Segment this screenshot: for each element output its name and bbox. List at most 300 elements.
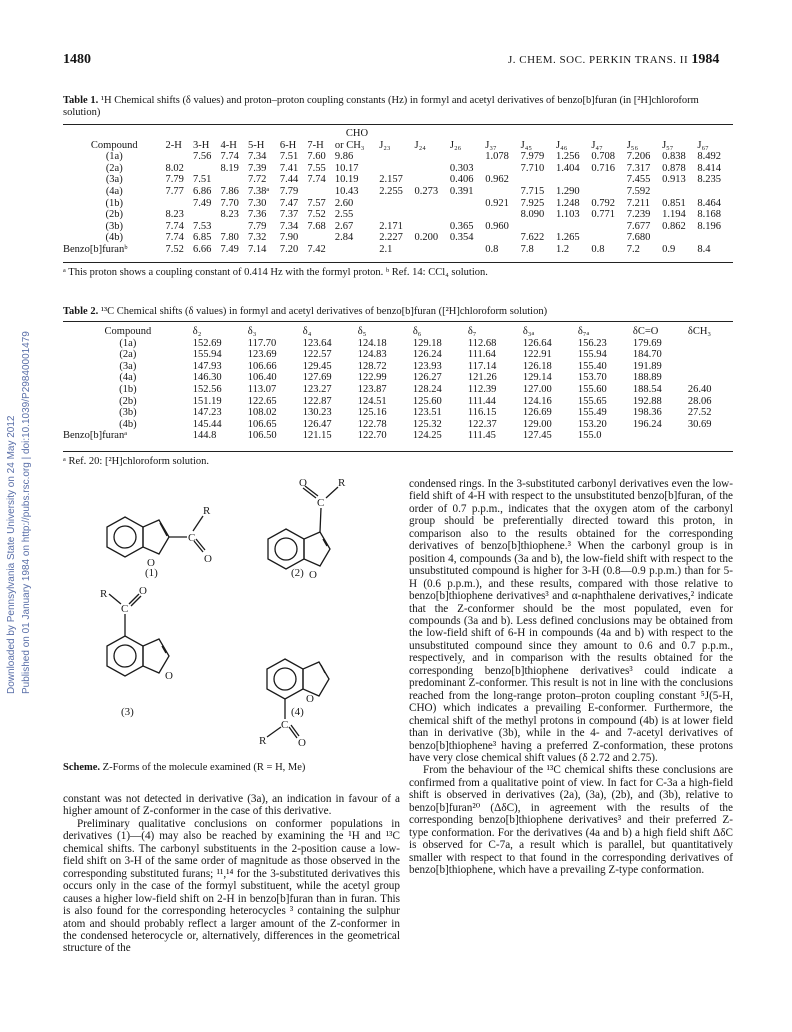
table-cell: 121.15 [302, 430, 332, 442]
table-cell: 8.19 [220, 162, 239, 174]
table-cell: 123.51 [412, 407, 442, 419]
table-cell: 7.90 [279, 232, 299, 244]
table-cell: 124.16 [522, 395, 552, 407]
structure-2-o: O [299, 477, 307, 489]
compound-cell: (1a) [105, 151, 123, 163]
table-cell: 7.49 [220, 243, 239, 255]
table-cell: 1.194 [662, 209, 686, 221]
table-cell: 129.14 [522, 372, 552, 384]
table-cell [556, 174, 591, 186]
table-cell: 0.273 [414, 185, 439, 197]
table-cell: 2.55 [334, 209, 354, 221]
table1-col-header: J₆₇ [697, 139, 709, 151]
table1-label: Table 1. [63, 95, 99, 106]
table-cell [556, 221, 591, 233]
table-cell: 27.52 [687, 407, 712, 419]
table-cell: 28.06 [687, 395, 712, 407]
table-cell: 7.38ᵃ [248, 185, 270, 197]
table-cell: 7.57 [307, 197, 326, 209]
table-cell: 122.78 [357, 418, 387, 430]
table-cell: 7.68 [307, 220, 326, 232]
compound-cell: (3a) [105, 174, 123, 186]
table2 [63, 326, 733, 442]
table2-footnote: ᵃ Ref. 20: [²H]chloroform solution. [63, 456, 209, 467]
structure-2-c: C [317, 497, 325, 509]
table-cell: 7.680 [626, 232, 651, 244]
table-cell: 7.677 [626, 220, 651, 232]
compound-cell: (2b) [105, 209, 124, 221]
table-cell: 7.34 [248, 151, 267, 163]
table-cell: 106.50 [247, 430, 277, 442]
table2-col-header: δC=O [632, 326, 659, 337]
table-cell [450, 151, 485, 163]
table-cell: 7.74 [165, 232, 184, 244]
table-cell: 155.94 [577, 349, 607, 361]
table-cell [415, 163, 450, 175]
table-row [63, 396, 733, 408]
table-cell: 111.45 [467, 430, 496, 442]
table-row [63, 209, 733, 221]
table-cell: 126.18 [522, 360, 552, 372]
scheme-caption-text: Z-Forms of the molecule examined (R = H, Me) [102, 762, 306, 773]
table-cell [193, 209, 221, 221]
structure-3-o: O [139, 585, 147, 597]
table-cell: 124.51 [357, 395, 387, 407]
table-cell: 123.64 [302, 337, 332, 349]
table-cell: 7.52 [165, 243, 184, 255]
table-cell: 0.365 [449, 220, 474, 232]
table-cell [450, 244, 485, 256]
table-cell: 0.851 [662, 197, 686, 209]
structure-3-label: (3) [121, 706, 134, 718]
table-cell [193, 163, 221, 175]
table-cell: 7.14 [248, 243, 267, 255]
structure-4 [259, 659, 329, 749]
structure-3-ring-o: O [165, 670, 173, 682]
table-cell: 8.492 [697, 151, 722, 163]
table-cell: 7.74 [307, 174, 326, 186]
table-cell: 7.41 [279, 162, 299, 174]
table-cell: 112.39 [467, 383, 497, 395]
table-cell [307, 186, 335, 198]
compound-cell: (4a) [119, 372, 137, 384]
table-cell [379, 209, 414, 221]
table-cell: 7.44 [279, 174, 299, 186]
table-cell: 10.43 [334, 185, 359, 197]
table-cell: 0.391 [449, 185, 474, 197]
table1-footnote: ᵃ This proton shows a coupling constant of 0.414 Hz with the formyl proton. ᵇ Ref. 14: CCl₄ solution. [63, 267, 488, 278]
table-cell: 122.91 [522, 349, 552, 361]
table-row [63, 338, 733, 350]
table-cell: 7.34 [279, 220, 299, 232]
table-cell: 6.66 [193, 243, 212, 255]
table2-col-header: δ₅ [357, 326, 367, 337]
page-number: 1480 [63, 52, 91, 67]
structure-4-c: C [281, 719, 289, 731]
table-cell [697, 186, 733, 198]
table-cell [415, 244, 450, 256]
table-cell: 188.54 [632, 383, 662, 395]
table-cell: 7.70 [220, 197, 239, 209]
table2-col-header: δ₃ [247, 326, 257, 337]
left-column-text [63, 793, 400, 955]
table2-top-rule [63, 321, 733, 322]
table2-caption-text: ¹³C Chemical shifts (δ values) in formyl and acetyl derivatives of benzo[b]furan ([²H]chloroform solution) [100, 306, 548, 317]
table-cell: 1.248 [555, 197, 580, 209]
table-cell: 117.14 [467, 360, 497, 372]
structure-3-r: R [100, 588, 108, 600]
table-cell: 0.913 [662, 174, 686, 186]
table-cell: 8.02 [165, 162, 184, 174]
table-cell: 124.18 [357, 337, 387, 349]
table-cell: 7.52 [307, 209, 326, 221]
table-cell: 192.88 [632, 395, 662, 407]
table-cell: 122.99 [357, 372, 387, 384]
table-cell: 7.715 [520, 185, 545, 197]
table1-top-rule [63, 124, 733, 125]
compound-cell: (2a) [119, 349, 137, 361]
table-cell: 122.57 [302, 349, 332, 361]
table-cell: 1.2 [555, 243, 570, 255]
table-cell [450, 209, 485, 221]
table-cell: 7.8 [520, 243, 534, 255]
table-cell: 146.30 [192, 372, 222, 384]
table-cell: 128.72 [357, 360, 387, 372]
table-cell: 122.65 [247, 395, 277, 407]
table-cell: 124.25 [412, 430, 442, 442]
structure-3 [100, 585, 173, 718]
table-cell: 7.79 [165, 174, 184, 186]
table-cell: 7.32 [248, 232, 267, 244]
table-cell: 7.455 [626, 174, 651, 186]
table-cell: 2.157 [379, 174, 403, 186]
journal-year: 1984 [691, 52, 720, 67]
table-cell: 7.710 [520, 162, 545, 174]
table-cell: 10.19 [334, 174, 359, 186]
table-cell: 0.354 [449, 232, 474, 244]
left-paragraph-1: constant was not detected in derivative (3a), an indication in favour of a higher amount of Z-conformer in the case of this derivative. [63, 793, 400, 818]
table-cell: 0.708 [591, 151, 615, 163]
structure-1-o: O [204, 553, 212, 565]
table1-caption [63, 95, 733, 119]
table-cell: 191.89 [632, 360, 662, 372]
table-cell: 127.00 [522, 383, 552, 395]
table-cell: 153.70 [577, 372, 607, 384]
table-cell [221, 174, 249, 186]
table-cell: 0.200 [414, 232, 439, 244]
table-cell [688, 361, 733, 373]
table-cell: 126.24 [412, 349, 442, 361]
table-cell: 155.40 [577, 360, 607, 372]
compound-cell: (3b) [119, 407, 137, 419]
structure-2 [268, 477, 346, 581]
structure-1 [107, 505, 212, 579]
table-cell: 7.925 [520, 197, 545, 209]
table-cell: 7.39 [248, 162, 267, 174]
table1-col-header: 6-H [279, 139, 297, 151]
table-cell: 1.078 [485, 151, 509, 163]
table-cell: 7.56 [193, 151, 212, 163]
table-cell: 129.00 [522, 418, 552, 430]
table-row [63, 384, 733, 396]
table-row [63, 419, 733, 431]
table-row [63, 174, 733, 186]
table-cell: 147.93 [192, 360, 222, 372]
table1-col-header: 2-H [165, 139, 182, 151]
table-cell [591, 174, 626, 186]
table-cell: 155.65 [577, 395, 607, 407]
table1-col-header: J₄₅ [520, 139, 533, 151]
table-cell [415, 221, 450, 233]
table-cell: 7.86 [220, 185, 239, 197]
table-cell [221, 221, 249, 233]
table-cell: 7.30 [248, 197, 267, 209]
table-cell: 123.69 [247, 349, 277, 361]
table-cell: 196.24 [632, 418, 662, 430]
table-cell: 6.86 [193, 185, 212, 197]
table-cell: 7.79 [279, 185, 299, 197]
table-cell: 155.94 [192, 349, 222, 361]
table-cell [688, 430, 733, 442]
table-cell: 2.171 [379, 220, 403, 232]
compound-cell: (3b) [105, 220, 124, 232]
table-cell: 7.592 [626, 185, 651, 197]
table-cell: 152.56 [192, 383, 222, 395]
table-cell: 7.74 [220, 151, 239, 163]
table-row [63, 407, 733, 419]
table-cell: 8.235 [697, 174, 722, 186]
table1-col-header: 4-H [220, 139, 237, 151]
table-cell: 106.40 [247, 372, 277, 384]
table-row [63, 151, 733, 163]
table1-col-header: 5-H [248, 139, 265, 151]
table-cell: 151.19 [192, 395, 222, 407]
table-cell: 129.45 [302, 360, 332, 372]
table-cell: 2.60 [334, 197, 354, 209]
structure-1-r: R [203, 505, 211, 517]
table2-bottom-rule [63, 451, 733, 452]
table-cell: 7.80 [220, 232, 239, 244]
table-cell: 147.23 [192, 407, 222, 419]
structure-1-ring-o: O [147, 557, 155, 569]
table-cell: 0.716 [591, 162, 615, 174]
table-cell: 0.8 [591, 243, 605, 255]
table2-caption [63, 306, 733, 318]
table-row [63, 372, 733, 384]
table-row [63, 430, 733, 442]
table-cell: 1.265 [555, 232, 580, 244]
table-cell [521, 221, 556, 233]
journal-name: J. CHEM. SOC. PERKIN TRANS. II [508, 54, 689, 66]
table-row [63, 361, 733, 373]
table-cell: 8.196 [697, 220, 722, 232]
table-cell: 7.53 [193, 220, 212, 232]
structure-1-label: (1) [145, 567, 158, 579]
table1-col-header: J₃₇ [485, 139, 497, 151]
table-cell: 122.37 [467, 418, 497, 430]
download-notice-line1[interactable]: Downloaded by Pennsylvania State University on 24 May 2012 [6, 415, 17, 694]
table1-col-header: J₂₃ [379, 139, 391, 151]
table-cell [688, 349, 733, 361]
table-cell [166, 198, 194, 210]
table-cell [485, 163, 520, 175]
table1-caption-text: ¹H Chemical shifts (δ values) and proton–proton coupling constants (Hz) in formyl and acetyl derivatives of benzo[b]furan (in [²H]chloroform solution) [63, 95, 699, 118]
table-cell: 155.60 [577, 383, 607, 395]
table-cell: 123.93 [412, 360, 442, 372]
table-cell: 127.69 [302, 372, 332, 384]
table-cell: 7.36 [248, 209, 267, 221]
table-cell [633, 430, 688, 442]
table-cell: 2.1 [379, 243, 393, 255]
table-cell [415, 174, 450, 186]
structure-4-r: R [259, 735, 267, 747]
table-cell: 6.85 [193, 232, 212, 244]
table-cell: 106.65 [247, 418, 277, 430]
structure-2-label: (2) [291, 567, 304, 579]
table-cell [521, 174, 556, 186]
table-cell: 2.255 [379, 185, 403, 197]
table-cell: 111.44 [467, 395, 496, 407]
compound-cell: (4a) [105, 185, 123, 197]
structure-1-c: C [188, 532, 196, 544]
table-cell [415, 209, 450, 221]
table-cell: 8.168 [697, 209, 722, 221]
table-cell: 0.8 [485, 243, 499, 255]
table-cell: 0.838 [662, 151, 686, 163]
table-cell: 116.15 [467, 407, 497, 419]
table-cell: 108.02 [247, 407, 277, 419]
table-cell: 179.69 [632, 337, 662, 349]
compound-cell: (1a) [119, 337, 137, 349]
table-cell: 10.17 [334, 162, 359, 174]
table-cell: 8.23 [165, 209, 184, 221]
table-cell [166, 151, 194, 163]
table-cell: 198.36 [632, 407, 662, 419]
table-cell: 7.979 [520, 151, 545, 163]
table1-header-row [63, 140, 733, 152]
table-cell: 117.70 [247, 337, 277, 349]
table-row [63, 221, 733, 233]
table-cell: 113.07 [247, 383, 277, 395]
table-cell: 7.60 [307, 151, 326, 163]
table-cell: 0.921 [485, 197, 509, 209]
table2-col-header: δ₃ₐ [522, 326, 535, 337]
compound-cell: (2a) [105, 162, 123, 174]
table-cell: 184.70 [632, 349, 662, 361]
table-cell: 152.69 [192, 337, 222, 349]
structure-4-ring-o: O [306, 693, 314, 705]
table-cell: 7.622 [520, 232, 545, 244]
table-cell: 8.4 [697, 243, 711, 255]
compound-cell: Benzo[b]furanᵃ [63, 430, 128, 442]
table-cell: 126.69 [522, 407, 552, 419]
table-cell: 153.20 [577, 418, 607, 430]
table-cell [591, 221, 626, 233]
table-cell [415, 151, 450, 163]
right-column-text [409, 478, 733, 877]
table-cell: 0.771 [591, 209, 615, 221]
table1-col-header: or CH₃ [334, 139, 365, 151]
table-cell: 26.40 [687, 383, 712, 395]
table-cell: 0.962 [485, 174, 509, 186]
table-cell [307, 232, 335, 244]
table1-header-top [63, 128, 733, 140]
table-row [63, 198, 733, 210]
left-paragraph-2: Preliminary qualitative conclusions on conformer populations in derivatives (1)—(4) may also be reached by examining the ¹H and ¹³C chemical shifts. The carbonyl substituents in the 2-position cause a low-field shift on 3-H of the same order of magnitude as those observed in the corresponding substituted furans; ¹¹,¹⁴ for the 3-substituted derivatives this occurs only in the case of the formyl substituent, while the acetyl group causes a higher low-field shift on 2-H in benzo[b]furan than in furan. This is also found for the corresponding heterocycles ³ containing the sulphur atom and should probably reflect a larger amount of the Z-conformer in the condensed heterocycle or, alternatively, differences in the geometrical structure of the [63, 817, 400, 955]
table-cell: 7.47 [279, 197, 299, 209]
table-cell: 124.83 [357, 349, 387, 361]
scheme-caption [63, 762, 305, 774]
table-cell: 2.227 [379, 232, 403, 244]
table-cell: 9.86 [334, 151, 354, 163]
table-cell: 7.74 [165, 220, 184, 232]
table-cell [485, 232, 520, 244]
table-cell: 7.79 [248, 220, 267, 232]
table1-col-header: J₂₄ [414, 139, 426, 151]
right-paragraph-2: From the behaviour of the ¹³C chemical shifts these conclusions are confirmed from a qualitative point of view. In fact for C-3a a high-field shift is observed in derivatives (2a), (3a), (2b), and (3b), relative to benzo[b]furan²⁰ (ΔδC), in agreement with the results of the corresponding benzo[b]thiophene derivatives³ and their preferred Z-type conformation. For the derivatives (4a and b) a high field shift ΔδC is observed for C-7a, a result which is parallel, but quantitatively smaller with respect to that found in the corresponding derivatives of benzo[b]thiophene, which have a prevailing Z-type conformation. [409, 764, 733, 877]
table-cell: 122.87 [302, 395, 332, 407]
table-cell: 122.70 [357, 430, 387, 442]
table-cell: 123.87 [357, 383, 387, 395]
scheme-caption-label: Scheme. [63, 762, 101, 773]
table-cell [379, 163, 414, 175]
table2-col-header: δ₆ [412, 326, 422, 337]
table-cell: 0.878 [662, 162, 686, 174]
table-cell: 7.2 [626, 243, 640, 255]
table-row [63, 163, 733, 175]
table-cell: 1.256 [555, 151, 580, 163]
table1-col-header: 7-H [307, 139, 324, 151]
table-cell: 0.862 [662, 220, 686, 232]
table-cell: 155.0 [577, 430, 602, 442]
table-cell: 130.23 [302, 407, 332, 419]
table-cell: 125.16 [357, 407, 387, 419]
table-cell: 7.20 [279, 243, 299, 255]
table-cell: 2.84 [334, 232, 354, 244]
table-cell [485, 186, 520, 198]
table-row [63, 244, 733, 256]
table1-col-header: J₄₆ [555, 139, 568, 151]
table-cell: 1.290 [555, 185, 580, 197]
download-notice-line2[interactable]: Published on 01 January 1984 on http://pubs.rsc.org | doi:10.1039/P29840001479 [21, 331, 32, 694]
structure-2-ring-o: O [309, 569, 317, 581]
table-cell: 0.960 [485, 220, 509, 232]
compound-cell: (1b) [105, 197, 124, 209]
compound-cell: (4b) [119, 418, 137, 430]
compound-cell: (1b) [119, 383, 137, 395]
table-cell [591, 186, 626, 198]
structure-3-c: C [121, 603, 129, 615]
table-cell: 7.77 [165, 185, 184, 197]
table-cell: 0.406 [449, 174, 474, 186]
table-cell: 1.404 [555, 162, 580, 174]
table1-col-header: J₅₆ [626, 139, 639, 151]
table-cell: 7.51 [193, 174, 212, 186]
table-cell [688, 338, 733, 350]
table-cell: 0.9 [662, 243, 676, 255]
table-cell [591, 232, 626, 244]
table2-col-header: δCH₃ [687, 326, 712, 337]
right-paragraph-1: condensed rings. In the 3-substituted carbonyl derivatives even the low-field shift of 4-H with respect to the unsubstituted benzo[b]furan, of the order of 0.7 p.p.m., indicates that the oxygen atom of the carbonyl group should be preferentially directed toward this proton, in comparison also to the results obtained for the corresponding derivatives of benzo[b]thiophene.³ When the carbonyl group is in position 4, compounds (3a and b), the low-field shift with respect to the unsubstituted compound is higher for 3-H (0.8—0.9 p.p.m.) than for 5-H (0.6 p.p.m.), and these results, compared with those relative to benzo[b]thiophene derivatives³ and α-naphthalene derivatives,² indicate that the Z-conformer should be the most populated, even for compounds (3a and b). Less defined conclusions may be obtained from the low-field shift of 6-H in compounds (4a and b) with respect to the unsubstituted compound since they amount to 0.6 and 0.7 p.p.m., respectively, and in comparison with the results obtained for the corresponding benzo[b]thiophene derivatives³ could indicate a predominant Z-conformer. This result is not in line with the conclusions reached from the long-range proton–proton coupling constant ⁵J(5-H, CHO) which indicates a prevailing E-conformer. Furthermore, the chemical shift of the methyl protons in compound (4b) is at lower field than in derivative (3b), while in the 4- and 7-acetyl derivatives of benzo[b]thiophene³ having a preferred Z-conformation, these protons have very close chemical shift values (δ 2.72 and 2.75). [409, 478, 733, 764]
table-cell: 126.64 [522, 337, 552, 349]
table-cell: 156.23 [577, 337, 607, 349]
table-cell [335, 244, 379, 256]
table1-col-header: J₅₇ [662, 139, 674, 151]
table-cell: 145.44 [192, 418, 222, 430]
table2-col-header: δ₂ [192, 326, 202, 337]
table-cell: 121.26 [467, 372, 497, 384]
table-cell [697, 232, 733, 244]
